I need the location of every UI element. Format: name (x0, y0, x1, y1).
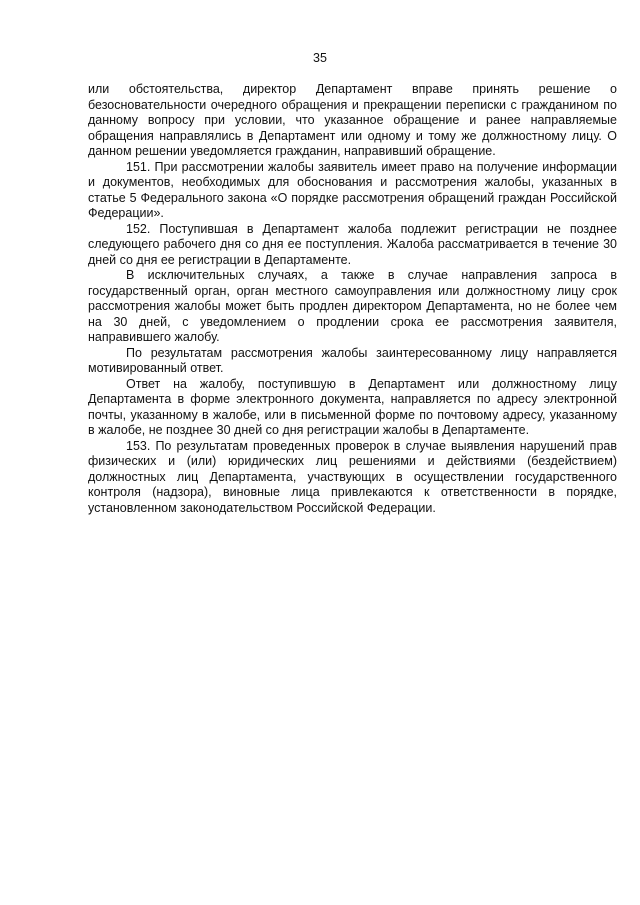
document-body (88, 82, 617, 516)
page-number: 35 (313, 51, 327, 65)
paragraph-153: 153. По результатам проведенных проверок в случае выявления нарушений прав физических и (или) юридических лиц решениями и действиями (бездействием) должностных лиц Департамента, участвующих в осуществлении государственного контроля (надзора), виновные лица привлекаются к ответственности в порядке, установленном законодательством Российской Федерации. (88, 438, 617, 515)
paragraph-152: 152. Поступившая в Департамент жалоба подлежит регистрации не позднее следующего рабочего дня со дня ее поступления. Жалоба рассматривается в течение 30 дней со дня ее регистрации в Департаменте. (88, 221, 617, 267)
paragraph-extension: В исключительных случаях, а также в случае направления запроса в государственный орган, орган местного самоуправления или должностному лицу срок рассмотрения жалобы может быть продлен директором Департамента, но не более чем на 30 дней, с уведомлением о продлении срока ее рассмотрения заявителя, направившего жалобу. (88, 268, 617, 344)
paragraph-reasoned-answer: По результатам рассмотрения жалобы заинтересованному лицу направляется мотивированный ответ. (88, 345, 617, 375)
paragraph-electronic-answer: Ответ на жалобу, поступившую в Департамент или должностному лицу Департамента в форме электронного документа, направляется по адресу электронной почты, указанному в жалобе, или в письменной форме по почтовому адресу, указанному в жалобе, не позднее 30 дней со дня регистрации жалобы в Департаменте. (88, 376, 617, 437)
paragraph-continuation: или обстоятельства, директор Департамент вправе принять решение о безосновательности очередного обращения и прекращении переписки с гражданином по данному вопросу при условии, что указанное обращение и ранее направляемые обращения направлялись в Департамент или одному и тому же должностному лицу. О данном решении уведомляется гражданин, направивший обращение. (88, 82, 617, 158)
paragraph-151: 151. При рассмотрении жалобы заявитель имеет право на получение информации и документов, необходимых для обоснования и рассмотрения жалобы, указанных в статье 5 Федерального закона «О порядке рассмотрения обращений граждан Российской Федерации». (88, 159, 617, 220)
